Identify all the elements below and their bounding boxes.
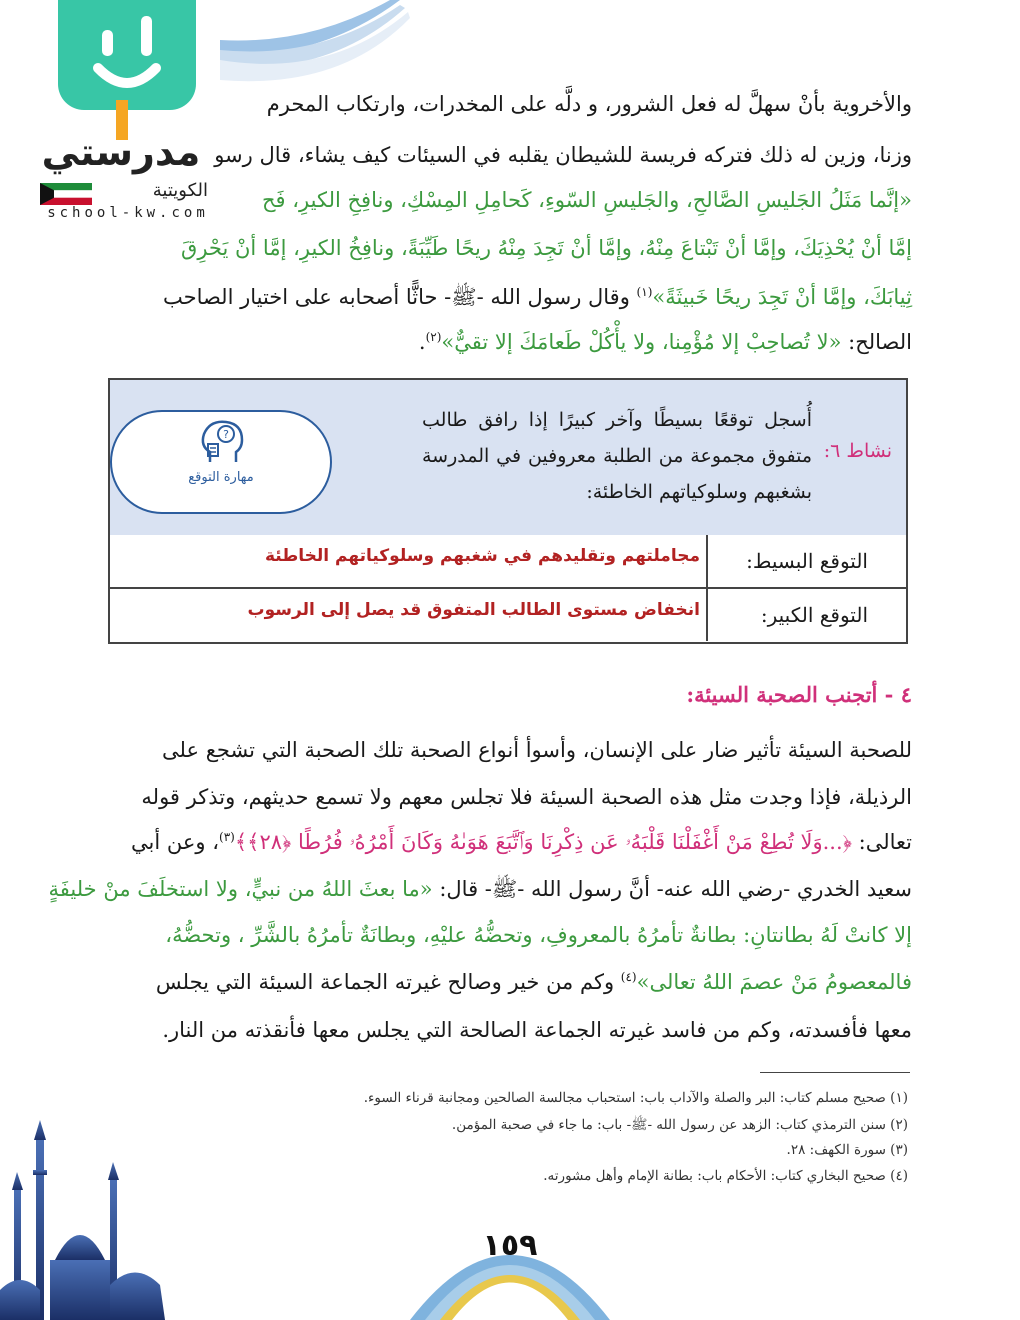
section-line-3 xyxy=(131,830,912,855)
section-line-5-text: وكم من خير وصالح غيرته الجماعة السيئة التي يجلس xyxy=(155,970,621,994)
activity-box xyxy=(108,378,908,644)
hadith-3-line-2: إلا كانتْ لَهُ بطانتانِ: بطانةٌ تأمرُهُ بالمعروفِ، وتحضُّهُ عليْهِ، وبطانَةٌ تأمرُهُ بالشَّرِّ ، وتحضُّهُ، xyxy=(165,923,912,947)
site-logo xyxy=(18,0,223,230)
hadith-1-line-2: إمَّا أنْ يُحْذِيَكَ، وإمَّا أنْ تَبْتاعَ مِنْهُ، وإمَّا أنْ تَجِدَ مِنْهُ ريحًا طَيِّبَةً، ونافِخُ الكيرِ، إمَّا أنْ يَحْرِقَ xyxy=(181,236,912,260)
intro-line-4-end: . xyxy=(418,330,426,354)
section-line-1: للصحبة السيئة تأثير ضار على الإنسان، وأسوأ أنواع الصحبة تلك الصحبة التي تشجع على xyxy=(162,738,912,762)
top-swoosh-decoration xyxy=(190,0,410,90)
simple-expectation-answer: مجاملتهم وتقليدهم في شغبهم وسلوكياتهم الخاطئة xyxy=(265,546,700,566)
mosque-silhouette-decoration xyxy=(0,1110,170,1320)
section-line-3-end: ، وعن أبي xyxy=(131,830,220,854)
logo-name: مدرستي xyxy=(41,130,201,174)
hadith-3-line-3: فالمعصومُ مَنْ عصمَ اللهُ تعالى» xyxy=(636,970,912,994)
big-expectation-row xyxy=(110,589,906,641)
simple-expectation-row xyxy=(110,535,906,589)
logo-book-icon xyxy=(58,0,196,110)
quran-verse: ﴿...وَلَا تُطِعْ مَنْ أَغْفَلْنَا قَلْبَهُۥ عَن ذِكْرِنَا وَٱتَّبَعَ هَوَىٰهُ وَكَانَ أَمْرُهُۥ فُرُطًا ﴿٢٨﴾﴾ xyxy=(234,830,852,854)
activity-instructions: أُسجل توقعًا بسيطًا وآخر كبيرًا إذا رافق طالب متفوق مجموعة من الطلبة معروفين في المدرسة بشغبهم وسلوكياتهم الخاطئة: xyxy=(422,409,812,503)
footnote-1: (١) صحيح مسلم كتاب: البر والصلة والآداب باب: استحباب مجالسة الصالحين ومجانبة قرناء السوء. xyxy=(363,1090,908,1106)
intro-line-1: والأخروية بأنْ سهلَّ له فعل الشرور، و دلَّه على المخدرات، وارتكاب المحرم xyxy=(266,92,912,116)
section-line-6: معها فأفسدته، وكم من فاسد غيرته الجماعة الصالحة التي يجلس معها فأنقذته من النار. xyxy=(162,1018,912,1042)
big-expectation-answer: انخفاض مستوى الطالب المتفوق قد يصل إلى الرسوب xyxy=(247,600,700,620)
footnote-mark: (٢) xyxy=(425,330,442,344)
activity-label: نشاط ٦: xyxy=(823,440,892,462)
smile-icon xyxy=(58,10,196,100)
logo-url: school-kw.com xyxy=(47,205,209,221)
intro-line-3-text: وقال رسول الله -ﷺ- حاثًّا أصحابه على اختيار الصاحب xyxy=(162,285,637,309)
skill-badge xyxy=(110,410,332,514)
logo-subtitle: الكويتية xyxy=(152,180,208,201)
footnote-mark: (٣) xyxy=(219,830,235,844)
skill-label: مهارة التوقع xyxy=(188,470,254,485)
footnote-mark: (١) xyxy=(636,285,653,299)
footnote-4: (٤) صحيح البخاري كتاب: الأحكام باب: بطانة الإمام وأهل مشورته. xyxy=(543,1168,908,1184)
intro-line-4-start: الصالح: xyxy=(841,330,912,354)
footnote-2: (٢) سنن الترمذي كتاب: الزهد عن رسول الله -ﷺ- باب: ما جاء في صحبة المؤمن. xyxy=(451,1117,908,1133)
svg-text:?: ? xyxy=(223,428,229,441)
hadith-1-line-1: «إنَّما مَثَلُ الجَليسِ الصَّالحِ، والجَليسِ السّوءِ، كَحامِلِ المِسْكِ، ونافِخِ الكيرِ، فَح xyxy=(262,188,912,212)
intro-line-2: وزنا، وزين له ذلك فتركه فريسة للشيطان يقلبه في السيئات كيف يشاء، قال رسو xyxy=(214,143,912,167)
hadith-3-part-1: «ما بعثَ اللهُ من نبيٍّ، ولا استخلَفَ منْ خليفَةٍ xyxy=(48,877,433,901)
hadith-2: «لا تُصاحِبْ إلا مُؤْمِنا، ولا يأْكُلْ طَعامَكَ إلا تقيٌّ» xyxy=(441,330,842,354)
simple-expectation-label: التوقع البسيط: xyxy=(706,535,906,587)
intro-line-3 xyxy=(163,284,912,315)
section-line-5 xyxy=(156,970,912,994)
page-number: ١٥٩ xyxy=(482,1228,538,1263)
footnote-3: (٣) سورة الكهف: ٢٨. xyxy=(786,1142,908,1158)
activity-header xyxy=(110,380,906,537)
section-line-4 xyxy=(49,876,913,907)
footnote-mark: (٤) xyxy=(620,970,637,984)
section-heading: ٤ - أتجنب الصحبة السيئة: xyxy=(686,682,912,707)
hadith-1-line-3: ثِيابَكَ، وإمَّا أنْ تَجِدَ ريحًا خَبيثَةً» xyxy=(652,285,912,309)
section-line-4-start: سعيد الخدري -رضي الله عنه- أنَّ رسول الله -ﷺ- قال: xyxy=(432,877,912,901)
kuwait-flag-icon xyxy=(40,183,92,205)
head-question-icon xyxy=(196,416,248,468)
section-line-2: الرذيلة، فإذا وجدت مثل هذه الصحبة السيئة فلا تجلس معهم ولا تسمع حديثهم، وتذكر قوله xyxy=(141,785,912,809)
section-line-3-start: تعالى: xyxy=(851,830,912,854)
intro-line-4 xyxy=(419,330,912,354)
footnote-divider xyxy=(760,1072,910,1073)
big-expectation-label: التوقع الكبير: xyxy=(706,589,906,641)
